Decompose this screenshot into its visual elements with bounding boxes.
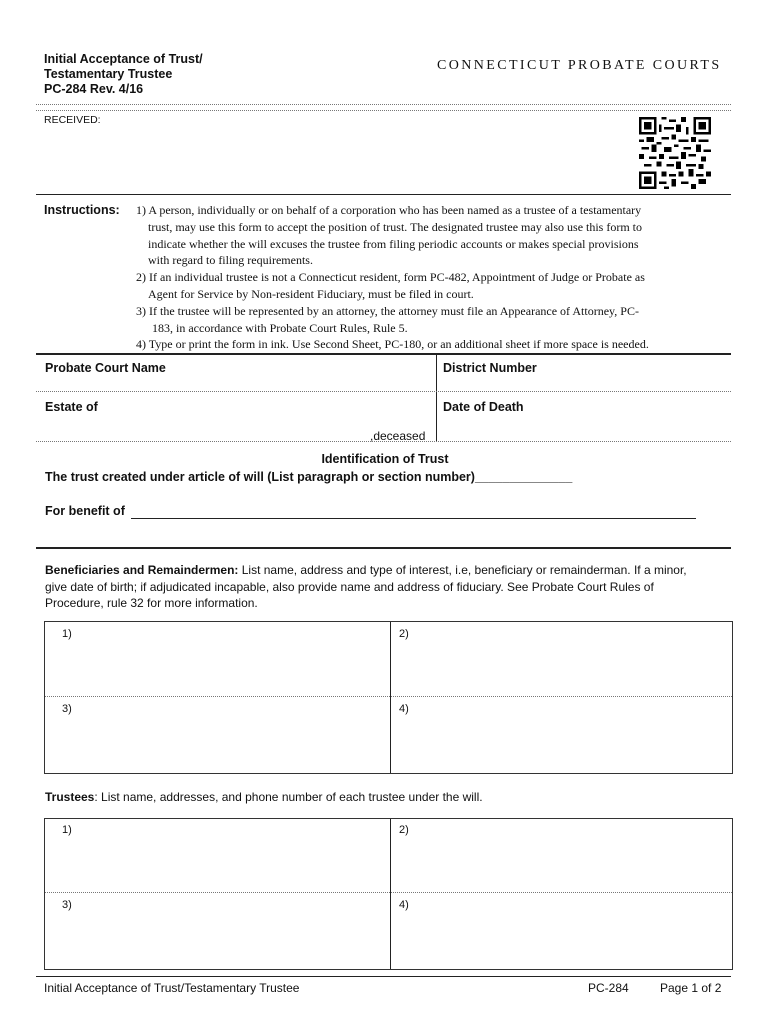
date-of-death-label: Date of Death [443,400,524,414]
trustee-cell-2-number: 2) [399,824,409,836]
instruction-3-line1: 3) If the trustee will be represented by an attorney, the attorney must file an Appearance of Attorney, PC- [136,303,639,318]
form-title-line1: Initial Acceptance of Trust/ [44,52,203,66]
beneficiary-cell-1-number: 1) [62,628,72,640]
identification-heading: Identification of Trust [321,452,449,466]
beneficiaries-text-line2: give date of birth; if adjudicated incapable, also provide name and address of fiduciary. See Probate Court Rules of [45,579,654,594]
instruction-1-line2: trust, may use this form to accept the position of trust. The designated trustee may also use this form to [148,219,643,234]
instructions-label: Instructions: [44,203,120,217]
instruction-2-line2: Agent for Service by Non-resident Fiduciary, must be filed in court. [148,286,474,301]
for-benefit-of-label: For benefit of [45,504,125,518]
trustee-cell-3-number: 3) [62,899,72,911]
district-number-label: District Number [443,361,537,375]
beneficiary-cell-1[interactable] [45,622,390,696]
instructions-list [136,202,726,353]
trustee-cell-4[interactable] [391,893,732,969]
court-row-rule[interactable] [36,391,731,392]
footer-title: Initial Acceptance of Trust/Testamentary Trustee [44,981,300,995]
footer-page-number: Page 1 of 2 [660,981,722,995]
footer-form-code: PC-284 [588,981,629,995]
trustees-label: Trustees [45,790,95,804]
beneficiary-cell-3-number: 3) [62,703,72,715]
instruction-1-line3: indicate whether the will excuses the trustee from filing periodic accounts or makes special provisions [148,236,639,251]
form-title-line2: Testamentary Trustee [44,67,173,81]
footer-rule [36,976,731,977]
for-benefit-of-input[interactable] [131,504,696,519]
instruction-item-3 [136,303,726,337]
beneficiaries-table [44,621,733,774]
deceased-label: ,deceased [370,429,426,443]
beneficiaries-text-line1: List name, address and type of interest, i.e, beneficiary or remainderman. If a minor, [238,563,687,577]
trustee-cell-3[interactable] [45,893,390,969]
court-name: CONNECTICUT PROBATE COURTS [437,58,722,73]
form-title [44,52,203,97]
probate-court-name-label: Probate Court Name [45,361,166,375]
trustees-instructions [45,790,483,804]
beneficiary-cell-3[interactable] [45,697,390,773]
beneficiaries-text-line3: Procedure, rule 32 for more information. [45,596,258,610]
trustee-cell-1[interactable] [45,819,390,892]
estate-of-label: Estate of [45,400,98,414]
instruction-item-1 [136,202,726,269]
instruction-4-line1: 4) Type or print the form in ink. Use Second Sheet, PC-180, or an additional sheet if more space is needed. [136,337,649,352]
trustee-cell-2[interactable] [391,819,732,892]
beneficiary-cell-4-number: 4) [399,703,409,715]
beneficiaries-label: Beneficiaries and Remaindermen: [45,563,239,577]
beneficiary-cell-2-number: 2) [399,628,409,640]
instruction-1-line1: 1) A person, individually or on behalf of a corporation who has been named as a trustee of a testamentary [136,203,642,217]
instruction-1-line4: with regard to filing requirements. [148,253,313,268]
beneficiary-cell-2[interactable] [391,622,732,696]
form-number-rev: PC-284 Rev. 4/16 [44,82,144,96]
trustees-text: : List name, addresses, and phone number of each trustee under the will. [94,790,483,804]
qr-code-icon [639,117,711,189]
received-label: RECEIVED: [44,114,101,126]
instruction-item-2 [136,269,726,303]
instructions-top-rule [36,194,731,195]
instructions-bottom-rule [36,353,731,355]
trust-created-field[interactable]: The trust created under article of will (List paragraph or section number)______________ [45,470,573,484]
trustees-table [44,818,733,970]
instruction-3-line2: 183, in accordance with Probate Court Rules, Rule 5. [152,320,408,335]
header-divider-bottom [36,110,731,111]
trustee-cell-4-number: 4) [399,899,409,911]
estate-row-rule[interactable] [36,441,731,442]
instruction-2-line1: 2) If an individual trustee is not a Connecticut resident, form PC-482, Appointment of Judge or Probate as [136,270,645,285]
beneficiary-cell-4[interactable] [391,697,732,773]
beneficiaries-instructions [45,562,735,612]
trustee-cell-1-number: 1) [62,824,72,836]
court-district-divider [436,355,437,441]
identification-bottom-rule [36,547,731,549]
header-divider-top [36,104,731,105]
instruction-item-4 [136,336,726,353]
